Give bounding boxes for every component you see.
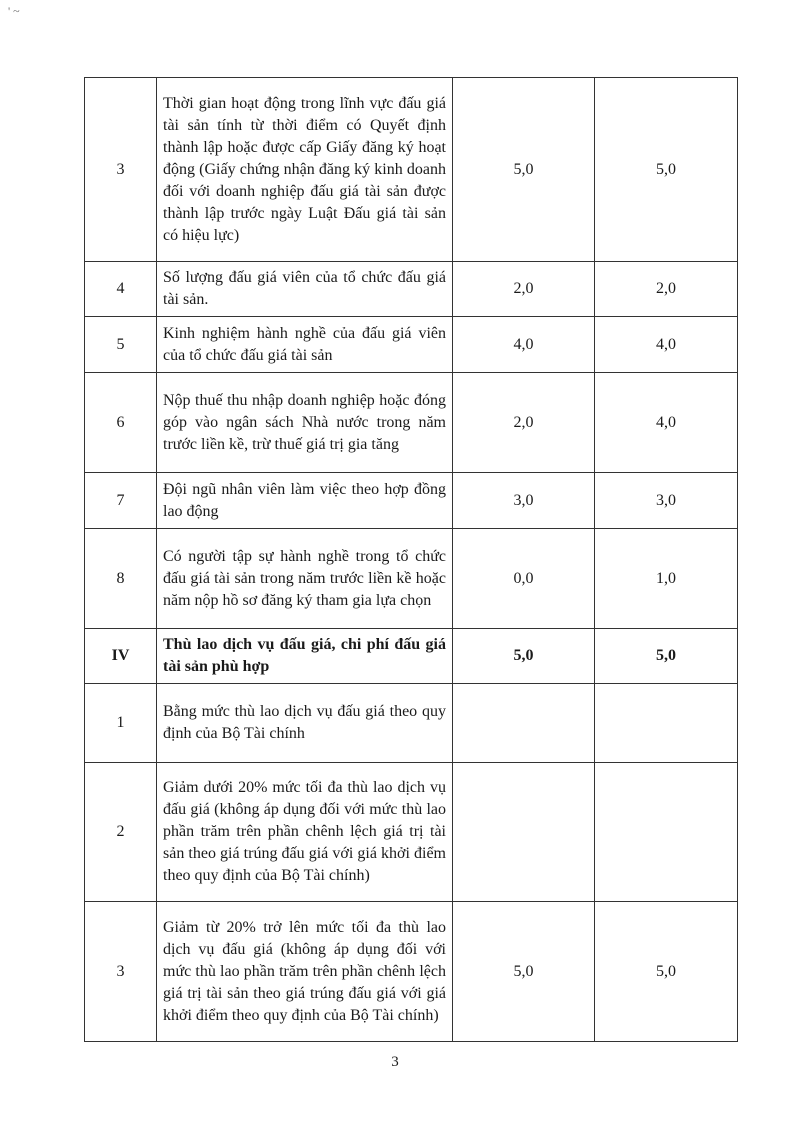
table-row xyxy=(85,317,738,373)
table-row xyxy=(85,684,738,763)
table-row xyxy=(85,529,738,629)
row-number: 2 xyxy=(85,763,157,902)
section-title: Thù lao dịch vụ đấu giá, chi phí đấu giá tài sản phù hợp xyxy=(157,629,453,684)
criterion-text: Đội ngũ nhân viên làm việc theo hợp đồng lao động xyxy=(157,473,453,529)
awarded-score: 1,0 xyxy=(595,529,738,629)
scoring-table xyxy=(84,77,738,1042)
awarded-score: 5,0 xyxy=(595,902,738,1042)
criterion-text: Giảm dưới 20% mức tối đa thù lao dịch vụ đấu giá (không áp dụng đối với mức thù lao phần trăm trên phần chênh lệch giá trị tài sản theo giá trúng đấu giá với giá khởi điểm theo quy định của Bộ Tài chính) xyxy=(157,763,453,902)
table-row xyxy=(85,763,738,902)
table-row xyxy=(85,473,738,529)
max-score: 5,0 xyxy=(453,629,595,684)
criterion-text: Kinh nghiệm hành nghề của đấu giá viên của tổ chức đấu giá tài sản xyxy=(157,317,453,373)
row-number: 7 xyxy=(85,473,157,529)
row-number: 3 xyxy=(85,902,157,1042)
max-score: 3,0 xyxy=(453,473,595,529)
page-number: 3 xyxy=(391,1054,399,1070)
criterion-text: Thời gian hoạt động trong lĩnh vực đấu giá tài sản tính từ thời điểm có Quyết định thành lập hoặc được cấp Giấy đăng ký hoạt động (Giấy chứng nhận đăng ký kinh doanh đối với doanh nghiệp đấu giá tài sản được thành lập trước ngày Luật Đấu giá tài sản có hiệu lực) xyxy=(157,78,453,262)
corner-mark: ' ~ xyxy=(8,4,20,18)
row-number: 1 xyxy=(85,684,157,763)
row-number: 4 xyxy=(85,262,157,317)
criterion-text: Nộp thuế thu nhập doanh nghiệp hoặc đóng góp vào ngân sách Nhà nước trong năm trước liền kề, trừ thuế giá trị gia tăng xyxy=(157,373,453,473)
table-row xyxy=(85,902,738,1042)
max-score: 5,0 xyxy=(453,78,595,262)
criterion-text: Có người tập sự hành nghề trong tổ chức đấu giá tài sản trong năm trước liền kề hoặc năm nộp hồ sơ đăng ký tham gia lựa chọn xyxy=(157,529,453,629)
table-row xyxy=(85,78,738,262)
max-score: 5,0 xyxy=(453,902,595,1042)
awarded-score: 5,0 xyxy=(595,78,738,262)
table-row xyxy=(85,373,738,473)
awarded-score: 2,0 xyxy=(595,262,738,317)
awarded-score: 3,0 xyxy=(595,473,738,529)
max-score: 0,0 xyxy=(453,529,595,629)
row-number: 8 xyxy=(85,529,157,629)
max-score: 2,0 xyxy=(453,262,595,317)
section-number: IV xyxy=(85,629,157,684)
awarded-score xyxy=(595,763,738,902)
awarded-score: 5,0 xyxy=(595,629,738,684)
row-number: 5 xyxy=(85,317,157,373)
criterion-text: Giảm từ 20% trở lên mức tối đa thù lao dịch vụ đấu giá (không áp dụng đối với mức thù lao phần trăm trên phần chênh lệch giá trị tài sản theo giá trúng đấu giá với giá khởi điểm theo quy định của Bộ Tài chính) xyxy=(157,902,453,1042)
row-number: 6 xyxy=(85,373,157,473)
awarded-score xyxy=(595,684,738,763)
section-row xyxy=(85,629,738,684)
criterion-text: Bằng mức thù lao dịch vụ đấu giá theo quy định của Bộ Tài chính xyxy=(157,684,453,763)
max-score xyxy=(453,763,595,902)
table-row xyxy=(85,262,738,317)
max-score: 2,0 xyxy=(453,373,595,473)
max-score xyxy=(453,684,595,763)
row-number: 3 xyxy=(85,78,157,262)
awarded-score: 4,0 xyxy=(595,373,738,473)
max-score: 4,0 xyxy=(453,317,595,373)
criterion-text: Số lượng đấu giá viên của tổ chức đấu giá tài sản. xyxy=(157,262,453,317)
awarded-score: 4,0 xyxy=(595,317,738,373)
